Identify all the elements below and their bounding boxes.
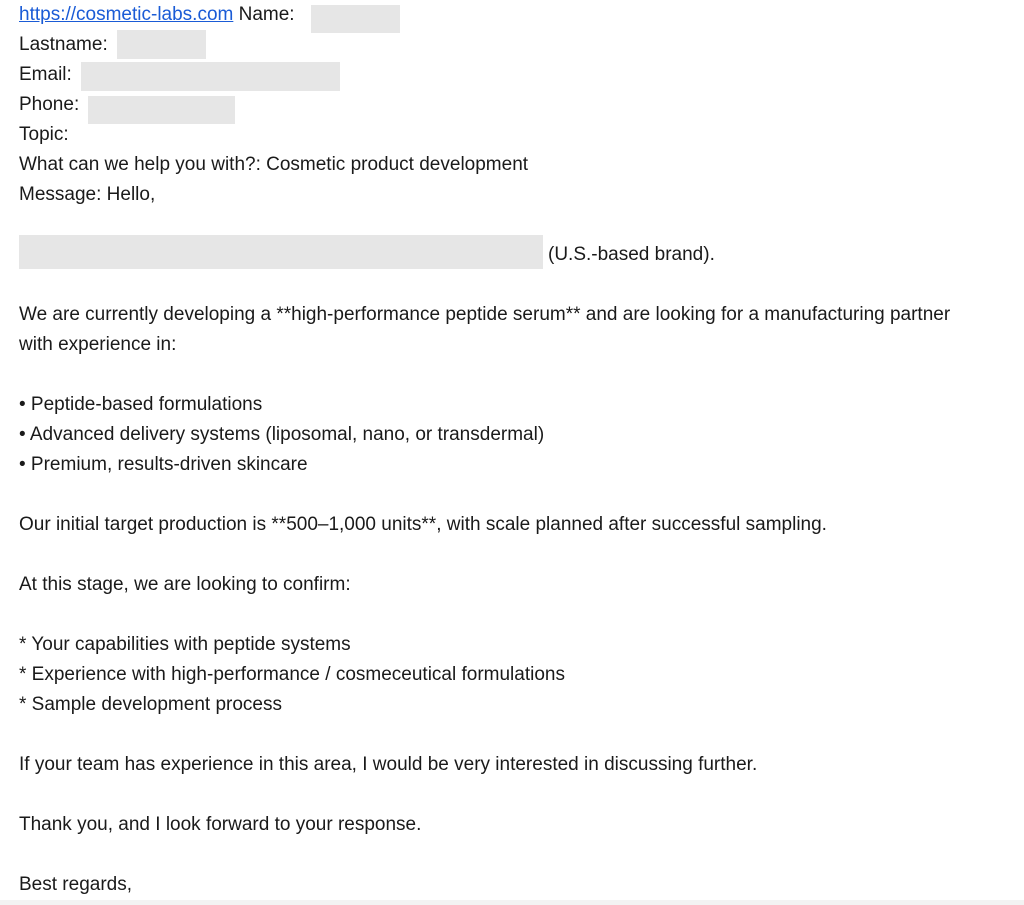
paragraph-line: At this stage, we are looking to confirm:: [19, 574, 351, 595]
paragraph-line: Thank you, and I look forward to your response.: [19, 814, 422, 835]
intro-suffix: (U.S.-based brand).: [548, 244, 715, 265]
bullet-item: • Advanced delivery systems (liposomal, nano, or transdermal): [19, 424, 545, 445]
star-item: * Your capabilities with peptide systems: [19, 634, 351, 655]
redacted-email: [81, 62, 340, 91]
paragraph-line: with experience in:: [19, 334, 177, 355]
topic-label: Topic:: [19, 124, 69, 145]
redacted-intro: [19, 235, 543, 269]
signoff: Best regards,: [19, 874, 132, 895]
bottom-edge-divider: [0, 900, 1024, 905]
redacted-name: [311, 5, 400, 33]
star-item: * Sample development process: [19, 694, 282, 715]
paragraph-line: If your team has experience in this area, I would be very interested in discussing further.: [19, 754, 758, 775]
paragraph-line: Our initial target production is **500–1,000 units**, with scale planned after successful sampling.: [19, 514, 827, 535]
redacted-phone: [88, 96, 235, 124]
email-label: Email:: [19, 64, 72, 85]
redacted-lastname: [117, 30, 206, 59]
bullet-item: • Peptide-based formulations: [19, 394, 263, 415]
star-item: * Experience with high-performance / cosmeceutical formulations: [19, 664, 565, 685]
lastname-label: Lastname:: [19, 34, 108, 55]
name-label: Name:: [238, 4, 295, 25]
phone-label: Phone:: [19, 94, 80, 115]
paragraph-line: We are currently developing a **high-performance peptide serum** and are looking for a manufacturing partner: [19, 304, 951, 325]
help-with-field: What can we help you with?: Cosmetic product development: [19, 154, 529, 175]
bullet-item: • Premium, results-driven skincare: [19, 454, 308, 475]
message-start: Message: Hello,: [19, 184, 156, 205]
site-link-line: [19, 4, 295, 26]
site-link[interactable]: https://cosmetic-labs.com: [19, 4, 234, 25]
